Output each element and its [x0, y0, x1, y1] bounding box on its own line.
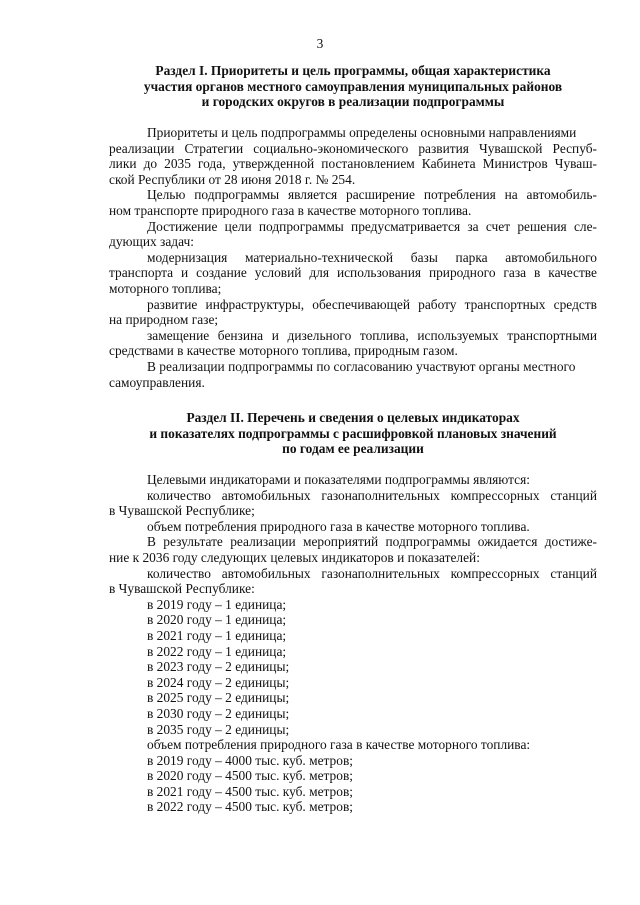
paragraph-line: средствами в качестве моторного топлива, природным газом. — [109, 343, 458, 359]
paragraph-line: в Чувашской Республике; — [109, 503, 255, 519]
list-item: в 2023 году – 2 единицы; — [147, 659, 290, 675]
list-item: в 2021 году – 1 единица; — [147, 627, 287, 643]
paragraph-line: ном транспорте природного газа в качестве моторного топлива. — [109, 202, 472, 218]
paragraph-line: Целевыми индикаторами и показателями подпрограммы являются: — [147, 472, 530, 487]
heading-line: Раздел I. Приоритеты и цель программы, общая характеристика — [155, 63, 551, 78]
heading-line: участия органов местного самоуправления муниципальных районов — [143, 78, 563, 94]
heading-line: и городских округов в реализации подпрограммы — [201, 94, 505, 110]
heading-line: и показателях подпрограммы с расшифровкой плановых значений — [149, 425, 557, 441]
paragraph-line: в Чувашской Республике: — [109, 581, 255, 597]
list-item: в 2020 году – 1 единица; — [147, 612, 287, 628]
list-item: в 2030 году – 2 единицы; — [147, 705, 290, 721]
paragraph-line: реализации Стратегии социально-экономического развития Чувашской Респуб- — [109, 140, 597, 156]
page-number: 3 — [316, 36, 324, 51]
section-1-body — [109, 125, 597, 390]
list-item: в 2025 году – 2 единицы; — [147, 690, 290, 706]
paragraph-line: В результате реализации мероприятий подпрограммы ожидается достиже- — [147, 534, 597, 550]
paragraph-line: объем потребления природного газа в качестве моторного топлива. — [147, 518, 530, 534]
paragraph-line: на природном газе; — [109, 312, 219, 328]
paragraph-line: ской Республики от 28 июня 2018 г. № 254. — [109, 171, 356, 187]
paragraph-line: моторного топлива; — [109, 280, 222, 296]
paragraph-line: Целью подпрограммы является расширение потребления на автомобиль- — [147, 187, 597, 203]
list-item: в 2020 году – 4500 тыс. куб. метров; — [147, 768, 353, 784]
paragraph-line: объем потребления природного газа в качестве моторного топлива: — [147, 737, 531, 753]
list-item: в 2022 году – 4500 тыс. куб. метров; — [147, 799, 353, 815]
heading-line: Раздел II. Перечень и сведения о целевых индикаторах — [186, 410, 520, 425]
list-item: в 2022 году – 1 единица; — [147, 643, 287, 659]
list-item: в 2024 году – 2 единицы; — [147, 674, 290, 690]
list-item: в 2019 году – 4000 тыс. куб. метров; — [147, 752, 353, 768]
section-2-heading — [109, 410, 597, 457]
paragraph-line: транспорта и создание условий для использования природного газа в качестве — [109, 265, 597, 281]
paragraph-line: самоуправления. — [109, 374, 205, 390]
paragraph-line: замещение бензина и дизельного топлива, используемых транспортными — [147, 327, 597, 343]
section-1-heading — [109, 63, 597, 110]
list-item: в 2021 году – 4500 тыс. куб. метров; — [147, 783, 353, 799]
section-2-body — [109, 472, 597, 815]
paragraph-line: Приоритеты и цель подпрограммы определены основными направлениями — [147, 125, 577, 140]
paragraph-line: дующих задач: — [109, 234, 194, 250]
list-item: в 2035 году – 2 единицы; — [147, 721, 290, 737]
heading-line: по годам ее реализации — [282, 441, 424, 457]
paragraph-line: количество автомобильных газонаполнительных компрессорных станций — [147, 487, 597, 503]
paragraph-line: развитие инфраструктуры, обеспечивающей работу транспортных средств — [147, 296, 597, 312]
paragraph-line: количество автомобильных газонаполнительных компрессорных станций — [147, 565, 597, 581]
paragraph-line: модернизация материально-технической базы парка автомобильного — [147, 249, 597, 265]
paragraph-line: ние к 2036 году следующих целевых индикаторов и показателей: — [109, 549, 480, 565]
paragraph-line: лики до 2035 года, утвержденной постановлением Кабинета Министров Чуваш- — [109, 156, 597, 172]
list-item: в 2019 году – 1 единица; — [147, 596, 287, 612]
paragraph-line: В реализации подпрограммы по согласованию участвуют органы местного — [147, 358, 576, 374]
paragraph-line: Достижение цели подпрограммы предусматривается за счет решения сле- — [147, 218, 597, 234]
